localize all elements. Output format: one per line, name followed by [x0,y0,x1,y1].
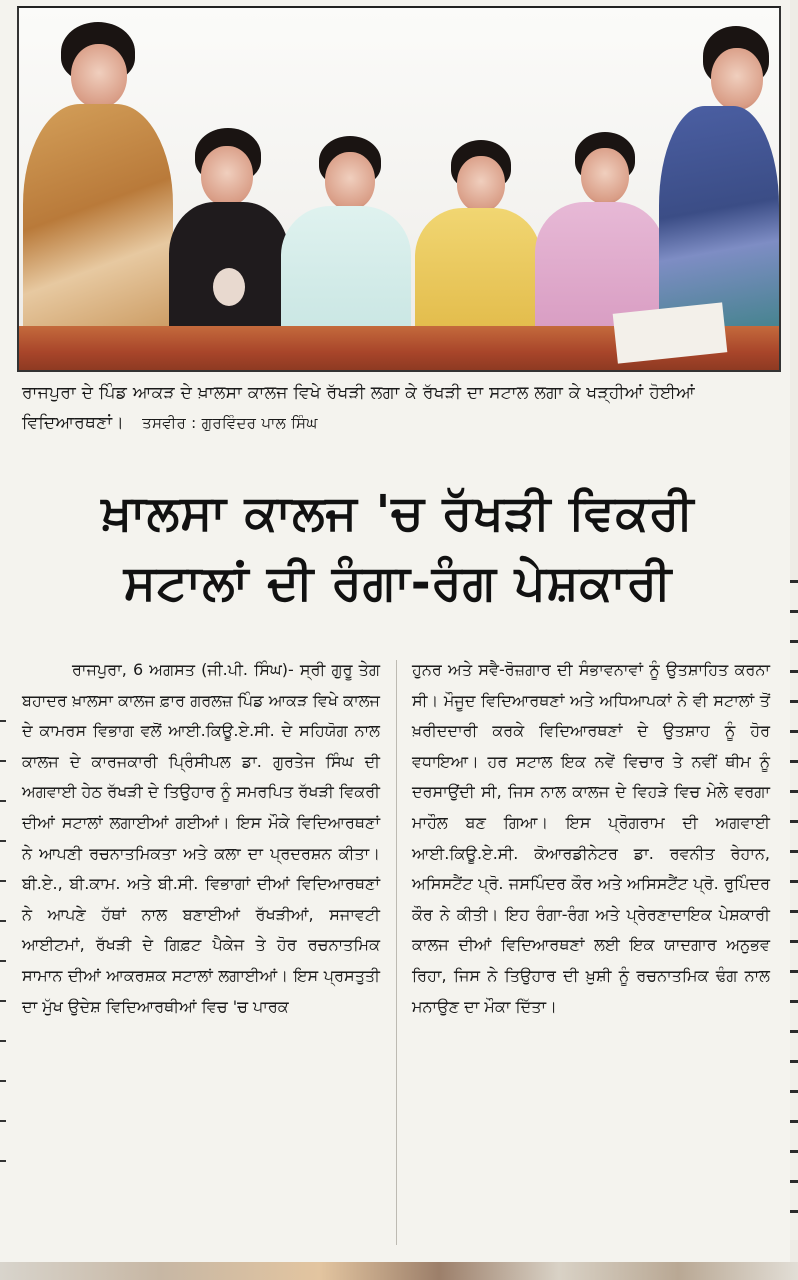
caption-text: ਰਾਜਪੁਰਾ ਦੇ ਪਿੰਡ ਆਕੜ ਦੇ ਖ਼ਾਲਸਾ ਕਾਲਜ ਵਿਖੇ ਰੱਖੜੀ ਲਗਾ ਕੇ ਰੱਖੜੀ ਦਾ ਸਟਾਲ ਲਗਾ ਕੇ ਖੜ੍ਹੀਆਂ ਹੋਈਆਂ ਵਿਦਿਆਰਥਣਾਂ। [22,383,695,433]
person-seated-2 [281,136,411,336]
column-divider [396,660,397,1245]
headline [18,478,778,618]
headline-line-2: ਸਟਾਲਾਂ ਦੀ ਰੰਗਾ-ਰੰਗ ਪੇਸ਼ਕਾਰੀ [123,555,673,611]
article-column-1: ਰਾਜਪੁਰਾ, 6 ਅਗਸਤ (ਜੀ.ਪੀ. ਸਿੰਘ)- ਸ੍ਰੀ ਗੁਰੂ ਤੇਗ ਬਹਾਦਰ ਖ਼ਾਲਸਾ ਕਾਲਜ ਫ਼ਾਰ ਗਰਲਜ਼ ਪਿੰਡ ਆਕੜ ਵਿਖੇ ਕਾਲਜ ਦੇ ਕਾਮਰਸ ਵਿਭਾਗ ਵਲੋਂ ਆਈ.ਕਿਊ.ਏ.ਸੀ. ਦੇ ਸਹਿਯੋਗ ਨਾਲ ਕਾਲਜ ਦੇ ਕਾਰਜਕਾਰੀ ਪ੍ਰਿੰਸੀਪਲ ਡਾ. ਗੁਰਤੇਜ ਸਿੰਘ ਦੀ ਅਗਵਾਈ ਹੇਠ ਰੱਖੜੀ ਦੇ ਤਿਉਹਾਰ ਨੂੰ ਸਮਰਪਿਤ ਰੱਖੜੀ ਵਿਕਰੀ ਦੀਆਂ ਸਟਾਲਾਂ ਲਗਾਈਆਂ ਗਈਆਂ। ਇਸ ਮੌਕੇ ਵਿਦਿਆਰਥਣਾਂ ਨੇ ਆਪਣੀ ਰਚਨਾਤਮਿਕਤਾ ਅਤੇ ਕਲਾ ਦਾ ਪ੍ਰਦਰਸ਼ਨ ਕੀਤਾ। ਬੀ.ਏ., ਬੀ.ਕਾਮ. ਅਤੇ ਬੀ.ਸੀ. ਵਿਭਾਗਾਂ ਦੀਆਂ ਵਿਦਿਆਰਥਣਾਂ ਨੇ ਆਪਣੇ ਹੱਥਾਂ ਨਾਲ ਬਣਾਈਆਂ ਰੱਖੜੀਆਂ, ਸਜਾਵਟੀ ਆਈਟਮਾਂ, ਰੱਖੜੀ ਦੇ ਗਿਫ਼ਟ ਪੈਕੇਜ ਤੇ ਹੋਰ ਰਚਨਾਤਮਿਕ ਸਾਮਾਨ ਦੀਆਂ ਆਕਰਸ਼ਕ ਸਟਾਲਾਂ ਲਗਾਈਆਂ। ਇਸ ਪ੍ਰਸਤੁਤੀ ਦਾ ਮੁੱਖ ਉਦੇਸ਼ ਵਿਦਿਆਰਥੀਆਂ ਵਿਚ 'ਚ ਪਾਰਕ [22,660,380,1016]
person-seated-4 [535,132,665,336]
person-seated-1 [169,128,289,338]
adjacent-column-marks-right [790,580,798,1240]
person-standing-left [23,18,173,368]
adjacent-column-marks-left [0,720,6,1200]
article-column-2: ਹੁਨਰ ਅਤੇ ਸਵੈ-ਰੋਜ਼ਗਾਰ ਦੀ ਸੰਭਾਵਨਾਵਾਂ ਨੂੰ ਉਤਸ਼ਾਹਿਤ ਕਰਨਾ ਸੀ। ਮੌਜੂਦ ਵਿਦਿਆਰਥਣਾਂ ਅਤੇ ਅਧਿਆਪਕਾਂ ਨੇ ਵੀ ਸਟਾਲਾਂ ਤੋਂ ਖ਼ਰੀਦਦਾਰੀ ਕਰਕੇ ਵਿਦਿਆਰਥਣਾਂ ਦੇ ਉਤਸ਼ਾਹ ਨੂੰ ਹੋਰ ਵਧਾਇਆ। ਹਰ ਸਟਾਲ ਇਕ ਨਵੇਂ ਵਿਚਾਰ ਤੇ ਨਵੀਂ ਥੀਮ ਨੂੰ ਦਰਸਾਉਂਦੀ ਸੀ, ਜਿਸ ਨਾਲ ਕਾਲਜ ਦੇ ਵਿਹੜੇ ਵਿਚ ਮੇਲੇ ਵਰਗਾ ਮਾਹੌਲ ਬਣ ਗਿਆ। ਇਸ ਪ੍ਰੋਗਰਾਮ ਦੀ ਅਗਵਾਈ ਆਈ.ਕਿਊ.ਏ.ਸੀ. ਕੋਆਰਡੀਨੇਟਰ ਡਾ. ਰਵਨੀਤ ਰੇਹਾਨ, ਅਸਿਸਟੈਂਟ ਪ੍ਰੋ. ਜਸਪਿੰਦਰ ਕੌਰ ਅਤੇ ਅਸਿਸਟੈਂਟ ਪ੍ਰੋ. ਰੁਪਿੰਦਰ ਕੌਰ ਨੇ ਕੀਤੀ। ਇਹ ਰੰਗਾ-ਰੰਗ ਅਤੇ ਪ੍ਰੇਰਣਾਦਾਇਕ ਪੇਸ਼ਕਾਰੀ ਕਾਲਜ ਦੀਆਂ ਵਿਦਿਆਰਥਣਾਂ ਲਈ ਇਕ ਯਾਦਗਾਰ ਅਨੁਭਵ ਰਿਹਾ, ਜਿਸ ਨੇ ਤਿਉਹਾਰ ਦੀ ਖ਼ੁਸ਼ੀ ਨੂੰ ਰਚਨਾਤਮਿਕ ਢੰਗ ਨਾਲ ਮਨਾਉਣ ਦਾ ਮੌਕਾ ਦਿੱਤਾ। [412,660,770,1016]
bottom-edge-strip [0,1262,798,1280]
headline-line-1: ਖ਼ਾਲਸਾ ਕਾਲਜ 'ਚ ਰੱਖੜੀ ਵਿਕਰੀ [101,485,695,541]
photo-credit: ਤਸਵੀਰ : ਗੁਰਵਿੰਦਰ ਪਾਲ ਸਿੰਘ [142,414,318,432]
news-photo [17,6,781,372]
photo-caption [22,378,772,438]
person-seated-3 [415,140,541,336]
